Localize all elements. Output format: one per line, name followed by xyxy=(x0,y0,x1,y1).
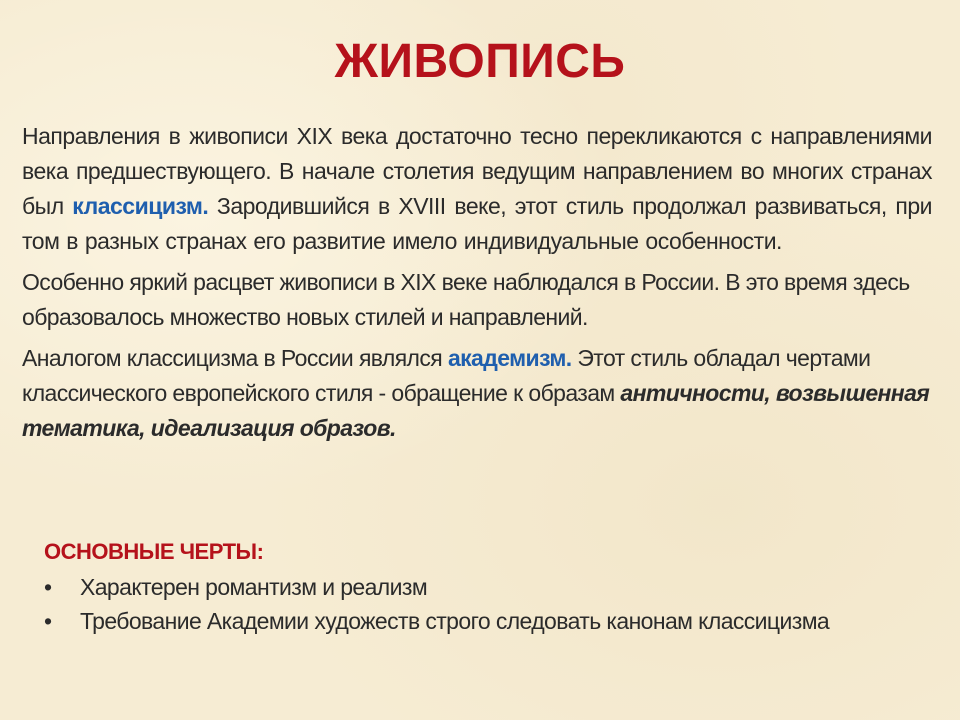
main-features-section xyxy=(44,536,924,638)
term-classicism: классицизм. xyxy=(72,193,209,219)
list-item xyxy=(44,604,924,638)
paragraph-1-text-end: Зародившийся в XVIII веке, этот стиль продолжал развиваться, при том в разных странах его развитие имело индивидуальные особенности. xyxy=(22,193,932,254)
paragraph-2 xyxy=(22,265,932,335)
paragraph-3-text-start: Аналогом классицизма в России являлся xyxy=(22,345,448,371)
paragraph-3 xyxy=(22,341,932,446)
paragraph-1-text-start: Направления в живописи XIX века достаточно тесно перекликаются с направлениями века предшествующего. В начале столетия ведущим направлением во многих странах был xyxy=(22,123,932,219)
paragraph-1 xyxy=(22,119,932,259)
list-item xyxy=(44,570,924,604)
main-features-list xyxy=(44,570,924,638)
bullet-icon: • xyxy=(44,608,52,634)
paragraph-2-text: Особенно яркий расцвет живописи в XIX веке наблюдался в России. В это время здесь образовалось множество новых стилей и направлений. xyxy=(22,269,910,330)
slide-title: ЖИВОПИСЬ xyxy=(334,35,626,88)
list-item-text: Требование Академии художеств строго следовать канонам классицизма xyxy=(80,608,830,634)
academism-features-emphasis: античности, возвышенная тематика, идеализация образов. xyxy=(22,380,930,441)
paragraph-3-text-middle: Этот стиль обладал чертами классического европейского стиля - обращение к образам xyxy=(22,345,871,406)
body-text xyxy=(22,119,932,452)
bullet-icon: • xyxy=(44,574,52,600)
term-academism: академизм. xyxy=(447,345,572,371)
main-features-heading: ОСНОВНЫЕ ЧЕРТЫ: xyxy=(44,539,264,564)
list-item-text: Характерен романтизм и реализм xyxy=(80,574,428,600)
